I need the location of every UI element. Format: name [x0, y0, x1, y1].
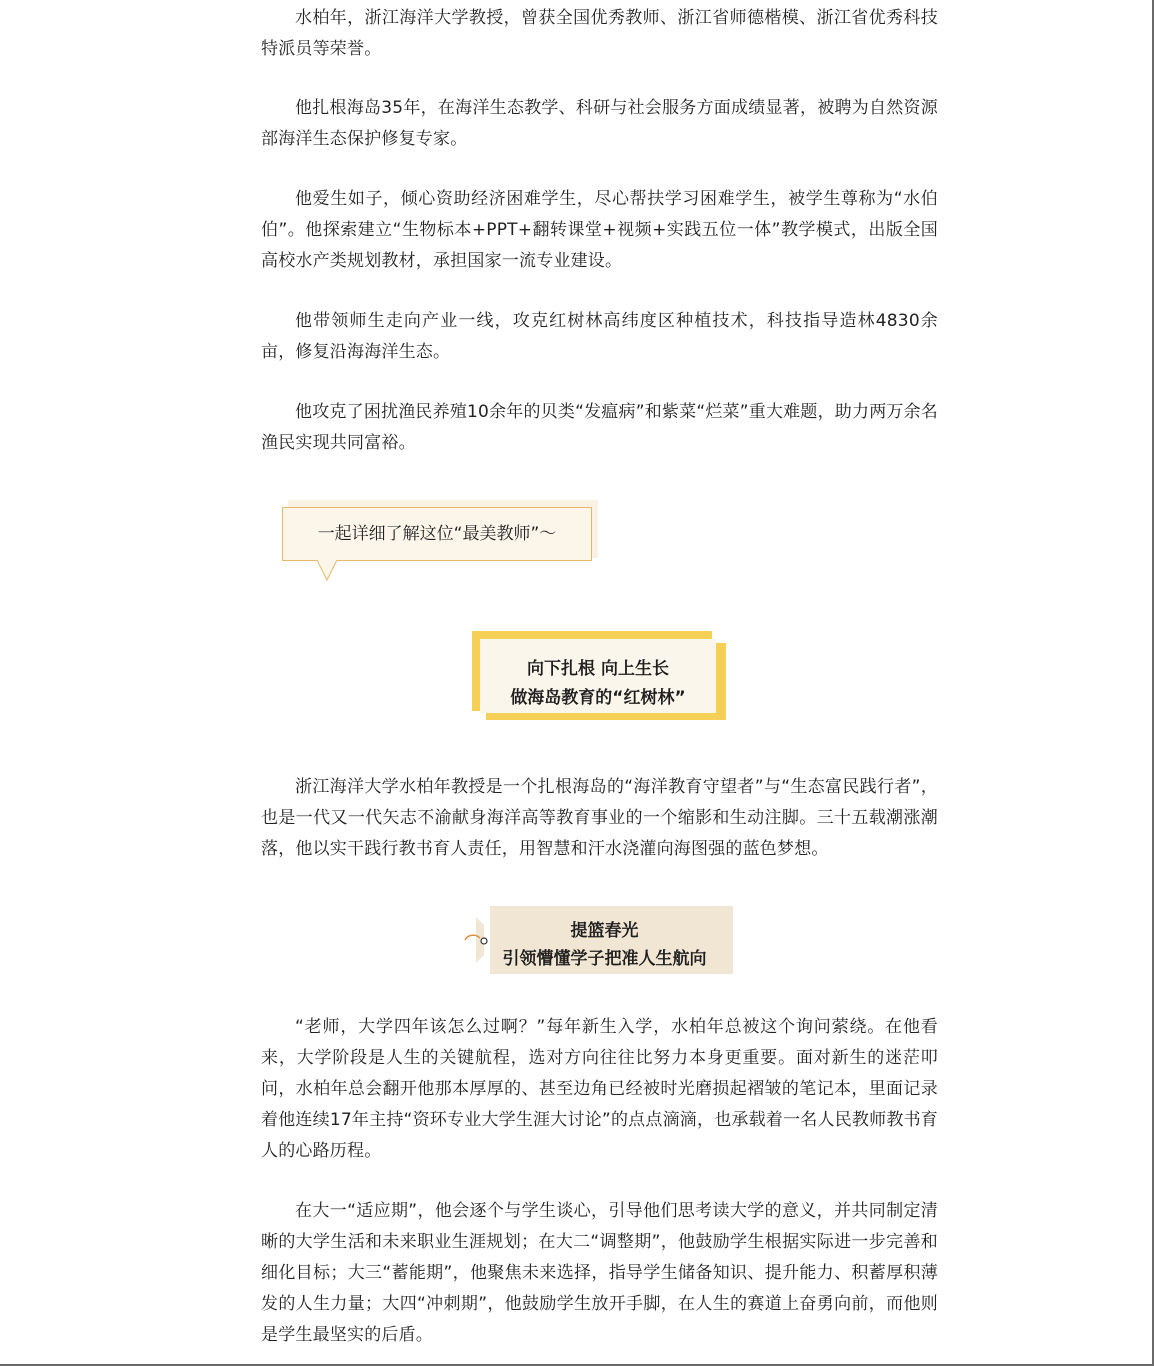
tag-body [476, 906, 733, 974]
paragraph-intro: 水柏年，浙江海洋大学教授，曾获全国优秀教师、浙江省师德楷模、浙江省优秀科技特派员等荣誉。 [261, 8, 938, 59]
callout-text: 一起详细了解这位“最美教师”～ [317, 524, 557, 544]
tag-title-line1: 提篮春光 [570, 921, 639, 941]
callout-bubble [282, 500, 600, 584]
paragraph-freshmen: “老师，大学四年该怎么过啊？”每年新生入学，水柏年总被这个询问萦绕。在他看来，大学阶段是人生的关键航程，选对方向往往比努力本身更重要。面对新生的迷茫叩问，水柏年总会翻开他那本厚厚的、甚至边角已经被时光磨损起褶皱的笔记本，里面记录着他连续17年主持“资环专业大学生涯大讨论”的点点滴滴，也承载着一名人民教师教书育人的心路历程。 [261, 1017, 938, 1161]
tag-string-icon [462, 929, 492, 951]
section-title-line1: 向下扎根 向上生长 [527, 659, 669, 679]
section-title-tag [462, 905, 734, 975]
bubble-tail-icon [316, 560, 338, 582]
paragraph-students: 他爱生如子，倾心资助经济困难学生，尽心帮扶学习困难学生，被学生尊称为“水伯伯”。他探索建立“生物标本+PPT+翻转课堂+视频+实践五位一体”教学模式，出版全国高校水产类规划教材，承担国家一流专业建设。 [261, 189, 938, 271]
paragraph-summary: 浙江海洋大学水柏年教授是一个扎根海岛的“海洋教育守望者”与“生态富民践行者”，也是一代又一代矢志不渝献身海洋高等教育事业的一个缩影和生动注脚。三十五载潮涨潮落，他以实干践行教书育人责任，用智慧和汗水浇灌向海图强的蓝色梦想。 [261, 777, 938, 859]
title-card-body [480, 639, 716, 713]
paragraph-four-years: 在大一“适应期”，他会逐个与学生谈心，引导他们思考读大学的意义，并共同制定清晰的大学生活和未来职业生涯规划；在大二“调整期”，他鼓励学生根据实际进一步完善和细化目标；大三“蓄能期”，他聚焦未来选择，指导学生储备知识、提升能力、积蓄厚积薄发的人生力量；大四“冲刺期”，他鼓励学生放开手脚，在人生的赛道上奋勇向前，而他则是学生最坚实的后盾。 [261, 1201, 938, 1345]
tag-title-line2: 引领懵懂学子把准人生航向 [502, 949, 707, 969]
paragraph-mangrove: 他带领师生走向产业一线，攻克红树林高纬度区种植技术，科技指导造林4830余亩，修复沿海海洋生态。 [261, 311, 938, 362]
paragraph-island: 他扎根海岛35年，在海洋生态教学、科研与社会服务方面成绩显著，被聘为自然资源部海洋生态保护修复专家。 [261, 98, 938, 149]
section-title-line2: 做海岛教育的“红树林” [510, 688, 686, 708]
section-title-card [472, 631, 728, 723]
paragraph-fishermen: 他攻克了困扰渔民养殖10余年的贝类“发瘟病”和紫菜“烂菜”重大难题，助力两万余名渔民实现共同富裕。 [261, 402, 938, 453]
